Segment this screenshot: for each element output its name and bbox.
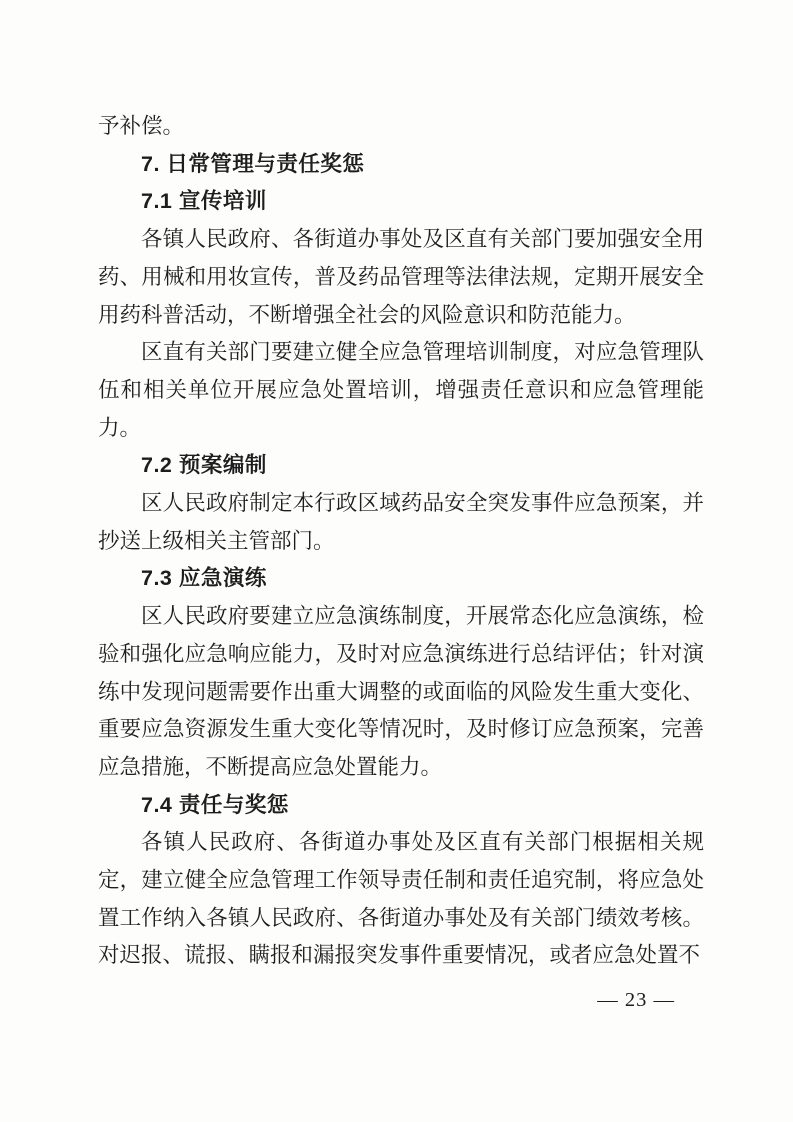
section-heading-7-4: 7.4 责任与奖惩 bbox=[141, 792, 289, 817]
section-heading-7-3: 7.3 应急演练 bbox=[141, 566, 267, 591]
paragraph-publicity-training: 各镇人民政府、各街道办事处及区直有关部门要加强安全用药、用械和用妆宣传，普及药品管理等法律法规，定期开展安全用药科普活动，不断增强全社会的风险意识和防范能力。 bbox=[98, 227, 704, 327]
section-heading-7: 7. 日常管理与责任奖惩 bbox=[141, 151, 365, 176]
paragraph-responsibility-rewards: 各镇人民政府、各街道办事处及区直有关部门根据相关规定，建立健全应急管理工作领导责任制和责任追究制，将应急处置工作纳入各镇人民政府、各街道办事处及有关部门绩效考核。对迟报、谎报、瞒报和漏报突发事件重要情况，或者应急处置不 bbox=[98, 830, 704, 968]
paragraph-continuation: 予补偿。 bbox=[98, 114, 185, 138]
document-body bbox=[98, 108, 704, 975]
paragraph-plan-preparation: 区人民政府制定本行政区域药品安全突发事件应急预案，并抄送上级相关主管部门。 bbox=[98, 491, 704, 553]
section-heading-7-2: 7.2 预案编制 bbox=[141, 453, 267, 478]
paragraph-emergency-drill: 区人民政府要建立应急演练制度，开展常态化应急演练，检验和强化应急响应能力，及时对应急演练进行总结评估；针对演练中发现问题需要作出重大调整的或面临的风险发生重大变化、重要应急资源发生重大变化等情况时，及时修订应急预案，完善应急措施，不断提高应急处置能力。 bbox=[98, 604, 704, 779]
section-heading-7-1: 7.1 宣传培训 bbox=[141, 189, 267, 214]
page-number: — 23 — bbox=[597, 989, 675, 1011]
paragraph-training-system: 区直有关部门要建立健全应急管理培训制度，对应急管理队伍和相关单位开展应急处置培训，增强责任意识和应急管理能力。 bbox=[98, 340, 704, 440]
